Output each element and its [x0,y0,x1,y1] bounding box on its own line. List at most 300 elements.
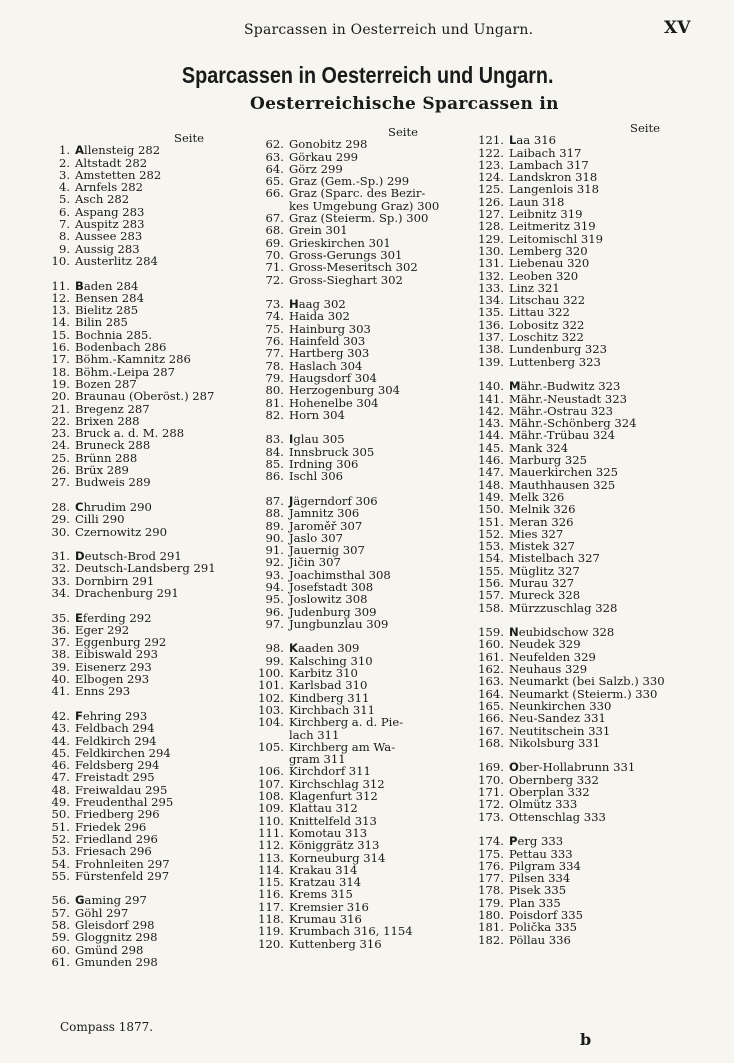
entry-text: Frohnleiten 297 [75,856,170,871]
entry-text: Freudenthal 295 [75,795,174,810]
entry-number: 115. [258,875,284,890]
entry-number: 163. [478,674,504,689]
entry-text: Bruneck 288 [75,438,151,453]
main-title: Sparcassen in Oesterreich und Ungarn. [181,62,554,88]
index-entry [478,921,706,933]
entry-number: 100. [258,666,284,681]
entry-text: Littau 322 [509,305,570,320]
entry-number: 17. [51,352,70,367]
sub-title: Oesterreichische Sparcassen in [250,94,559,114]
index-entry [258,138,476,150]
entry-text: Langenlois 318 [509,182,599,197]
index-entry [44,193,254,205]
entry-text: Eferding 292 [75,610,152,625]
entry-text: Feldkirchen 294 [75,745,171,760]
entry-number: 76. [265,334,284,349]
entry-number: 176. [478,858,504,873]
entry-text: Friedland 296 [75,831,158,846]
entry-number: 64. [265,161,284,176]
entry-text: Krems 315 [289,887,353,902]
entry-text: Asch 282 [75,192,130,207]
index-entry [258,888,476,900]
entry-text: Grieskirchen 301 [289,235,391,250]
entry-number: 42. [51,708,70,723]
entry-text: Mauthhausen 325 [509,477,616,492]
entry-number: 45. [51,745,70,760]
entry-text: Perg 333 [509,834,564,849]
entry-number: 150. [478,502,504,517]
entry-number: 151. [478,514,504,529]
entry-number: 95. [265,592,284,607]
index-entry [478,306,706,318]
entry-number: 59. [51,930,70,945]
index-entry [258,729,476,741]
index-entry [258,839,476,851]
entry-text: Hainfeld 303 [289,334,366,349]
entry-number: 117. [258,899,284,914]
entry-text: Deutsch-Brod 291 [75,549,182,564]
entry-text: Feldkirch 294 [75,733,157,748]
entry-text: Böhm.-Leipa 287 [75,364,175,379]
index-entry [478,811,706,823]
entry-number: 119. [258,924,284,939]
entry-text: Neu-Sandez 331 [509,711,606,726]
entry-text: Friedek 296 [75,819,147,834]
entry-number: 62. [265,137,284,152]
index-entry [258,593,476,605]
entry-text: Gross-Meseritsch 302 [289,260,418,275]
signature-mark: b [580,1030,592,1049]
entry-text: Mistelbach 327 [509,551,600,566]
entry-number: 105. [258,739,284,754]
entry-number: 120. [258,936,284,951]
index-entry [478,848,706,860]
index-entry [44,403,254,415]
entry-text: Eibiswald 293 [75,647,159,662]
index-entry [258,274,476,286]
entry-number: 14. [51,315,70,330]
index-entry [44,845,254,857]
entry-number: 5. [58,192,70,207]
entry-number: 112. [258,838,284,853]
index-entry [44,390,254,402]
entry-text: Lobositz 322 [509,317,585,332]
index-entry [478,602,706,614]
entry-number: 147. [478,465,504,480]
entry-number: 16. [51,340,70,355]
entry-number: 135. [478,305,504,320]
entry-text: lach 311 [289,727,340,742]
index-entry [258,397,476,409]
entry-text: Jägerndorf 306 [289,493,378,508]
index-entry [478,589,706,601]
entry-number: 67. [265,211,284,226]
entry-number: 165. [478,698,504,713]
entry-number: 65. [265,174,284,189]
entry-text: Liebenau 320 [509,256,590,271]
index-entry [44,513,254,525]
entry-number: 124. [478,170,504,185]
entry-number: 94. [265,579,284,594]
entry-number: 1. [58,143,70,158]
entry-number: 131. [478,256,504,271]
index-entry [258,347,476,359]
entry-text: Kuttenberg 316 [289,936,382,951]
entry-text: Bregenz 287 [75,401,150,416]
entry-text: Pöllau 336 [509,932,571,947]
entry-number: 52. [51,831,70,846]
entry-text: Mähr.-Ostrau 323 [509,403,613,418]
entry-number: 81. [265,395,284,410]
index-entry [478,798,706,810]
index-entry [258,925,476,937]
entry-number: 101. [258,678,284,693]
entry-text: Auspitz 283 [75,217,145,232]
index-entry [258,802,476,814]
index-entry [44,735,254,747]
entry-number: 4. [58,180,70,195]
entry-text: Arnfels 282 [75,180,144,195]
entry-number: 127. [478,207,504,222]
entry-text: Mähr.-Schönberg 324 [509,416,637,431]
entry-number: 36. [51,622,70,637]
entry-number: 170. [478,772,504,787]
entry-number: 11. [51,278,70,293]
entry-number: 86. [265,469,284,484]
entry-text: Königgrätz 313 [289,838,380,853]
entry-number: 122. [478,145,504,160]
entry-number: 82. [265,407,284,422]
entry-text: Kindberg 311 [289,690,370,705]
entry-number: 32. [51,561,70,576]
index-entry [258,409,476,421]
entry-number: 20. [51,389,70,404]
entry-text: Görkau 299 [289,149,359,164]
entry-text: Laibach 317 [509,145,582,160]
entry-text: Pettau 333 [509,846,573,861]
entry-text: Kirchdorf 311 [289,764,371,779]
entry-text: Brüx 289 [75,463,129,478]
entry-number: 22. [51,413,70,428]
entry-text: Linz 321 [509,280,560,295]
entry-number: 90. [265,530,284,545]
index-entry [478,737,706,749]
entry-text: Krakau 314 [289,862,358,877]
entry-text: Aspang 283 [75,204,145,219]
index-column-2 [258,126,476,950]
entry-number: 56. [51,893,70,908]
index-entry [44,858,254,870]
entry-text: Hainburg 303 [289,321,371,336]
entry-text: Haida 302 [289,309,350,324]
entry-text: Jaslo 307 [289,530,344,545]
entry-number: 89. [265,518,284,533]
entry-text: Laun 318 [509,194,565,209]
entry-number: 113. [258,850,284,865]
entry-number: 160. [478,637,504,652]
entry-number: 12. [51,290,70,305]
entry-number: 98. [265,641,284,656]
entry-number: 24. [51,438,70,453]
entry-number: 31. [51,549,70,564]
entry-text: Joachimsthal 308 [289,567,391,582]
index-entry [44,685,254,697]
entry-number: 106. [258,764,284,779]
entry-text: Pisek 335 [509,883,567,898]
index-entry [258,520,476,532]
entry-number: 25. [51,450,70,465]
entry-text: Oberplan 332 [509,785,590,800]
entry-number: 116. [258,887,284,902]
entry-text: Mähr.-Trübau 324 [509,428,616,443]
entry-text: Neuhaus 329 [509,662,588,677]
column-header: Seite [174,131,205,145]
index-entry [44,931,254,943]
entry-text: Cilli 290 [75,512,125,527]
entry-text: Kirchschlag 312 [289,776,385,791]
entry-text: Gmunden 298 [75,954,158,969]
index-entry [258,261,476,273]
entry-number: 50. [51,807,70,822]
entry-number: 172. [478,797,504,812]
entry-text: Brixen 288 [75,413,140,428]
entry-text: Austerlitz 284 [75,253,158,268]
entry-number: 141. [478,391,504,406]
index-entry [478,934,706,946]
entry-text: Hartberg 303 [289,346,370,361]
entry-text: Ottenschlag 333 [509,809,606,824]
entry-number: 162. [478,662,504,677]
index-entry [478,638,706,650]
page-number: XV [664,18,691,38]
entry-text: Kremsier 316 [289,899,369,914]
entry-text: Klagenfurt 312 [289,789,378,804]
index-entry [258,765,476,777]
entry-number: 161. [478,649,504,664]
entry-text: Gross-Gerungs 301 [289,247,403,262]
index-entry [44,894,254,906]
index-entry [258,556,476,568]
entry-number: 34. [51,585,70,600]
index-entry [258,618,476,630]
entry-number: 68. [265,223,284,238]
index-entry [478,761,706,773]
entry-number: 107. [258,776,284,791]
entry-text: Gross-Sieghart 302 [289,272,403,287]
entry-text: Friedberg 296 [75,807,160,822]
entry-number: 166. [478,711,504,726]
index-entry [44,648,254,660]
index-entry [44,316,254,328]
index-entry [44,476,254,488]
entry-text: Allensteig 282 [75,143,161,158]
entry-number: 40. [51,672,70,687]
entry-text: Luttenberg 323 [509,354,601,369]
entry-number: 173. [478,809,504,824]
entry-text: Landskron 318 [509,170,598,185]
entry-text: Jauernig 307 [289,543,365,558]
index-entry [44,587,254,599]
entry-text: Neufelden 329 [509,649,596,664]
entry-number: 88. [265,506,284,521]
entry-number: 69. [265,235,284,250]
entry-number: 114. [258,862,284,877]
entry-text: Melk 326 [509,489,565,504]
entry-number: 87. [265,493,284,508]
entry-number: 51. [51,819,70,834]
entry-number: 99. [265,653,284,668]
entry-number: 156. [478,575,504,590]
entry-number: 121. [478,133,504,148]
index-entry [44,526,254,538]
index-entry [478,356,706,368]
entry-text: Deutsch-Landsberg 291 [75,561,216,576]
entry-text: Lundenburg 323 [509,342,608,357]
index-entry [44,562,254,574]
entry-text: Müglitz 327 [509,563,580,578]
entry-number: 140. [478,379,504,394]
entry-text: Leitomischl 319 [509,231,604,246]
entry-text: Neumarkt (Steierm.) 330 [509,686,658,701]
entry-number: 145. [478,440,504,455]
entry-text: Braunau (Oberöst.) 287 [75,389,215,404]
entry-number: 2. [58,155,70,170]
entry-number: 179. [478,895,504,910]
entry-text: Haslach 304 [289,358,363,373]
entry-number: 177. [478,871,504,886]
index-entry [258,433,476,445]
entry-text: Bielitz 285 [75,303,139,318]
entry-number: 37. [51,635,70,650]
entry-number: 35. [51,610,70,625]
index-entry [258,852,476,864]
index-entry [478,725,706,737]
entry-number: 153. [478,539,504,554]
entry-text: Baden 284 [75,278,139,293]
entry-number: 79. [265,370,284,385]
entry-text: Mank 324 [509,440,569,455]
index-column-3 [478,122,706,946]
index-entry [478,270,706,282]
entry-number: 139. [478,354,504,369]
entry-text: Gonobitz 298 [289,137,368,152]
entry-text: Eisenerz 293 [75,659,152,674]
entry-number: 66. [265,186,284,201]
entry-number: 130. [478,243,504,258]
entry-number: 49. [51,795,70,810]
entry-text: Böhm.-Kamnitz 286 [75,352,191,367]
entry-text: Leibnitz 319 [509,207,583,222]
entry-number: 91. [265,543,284,558]
entry-text: Pilsen 334 [509,871,571,886]
index-entry [44,353,254,365]
entry-number: 182. [478,932,504,947]
entry-number: 97. [265,616,284,631]
entry-text: Karbitz 310 [289,666,358,681]
entry-text: Mähr.-Neustadt 323 [509,391,628,406]
footer-imprint: Compass 1877. [60,1020,154,1034]
entry-number: 102. [258,690,284,705]
entry-number: 180. [478,908,504,922]
entry-text: Eggenburg 292 [75,635,167,650]
entry-text: Altstadt 282 [75,155,148,170]
index-entry [44,722,254,734]
entry-text: Judenburg 309 [289,604,377,619]
entry-text: Jungbunzlau 309 [289,616,389,631]
entry-text: Mähr.-Budwitz 323 [509,379,621,394]
entry-number: 8. [58,229,70,244]
entry-number: 80. [265,383,284,398]
index-entry [44,956,254,968]
index-entry [478,220,706,232]
entry-text: Mauerkirchen 325 [509,465,619,480]
entry-number: 60. [51,942,70,957]
index-entry [478,343,706,355]
entry-text: Fürstenfeld 297 [75,868,170,883]
entry-number: 73. [265,297,284,312]
entry-number: 30. [51,524,70,539]
entry-number: 33. [51,573,70,588]
index-entry [44,280,254,292]
entry-number: 181. [478,920,504,935]
entry-text: Kalsching 310 [289,653,373,668]
entry-number: 133. [478,280,504,295]
entry-text: Kratzau 314 [289,875,362,890]
entry-text: Göhl 297 [75,905,129,920]
entry-text: Kirchberg am Wa- [289,739,396,754]
entry-text: Kirchberg a. d. Pie- [289,715,404,730]
entry-number: 7. [58,217,70,232]
entry-number: 6. [58,204,70,219]
entry-text: Laa 316 [509,133,557,148]
entry-number: 146. [478,453,504,468]
index-entry [258,470,476,482]
entry-text: Aussig 283 [75,241,140,256]
entry-number: 74. [265,309,284,324]
entry-text: Komotau 313 [289,825,368,840]
entry-number: 164. [478,686,504,701]
entry-number: 111. [258,825,284,840]
entry-text: Polička 335 [509,920,577,935]
entry-text: Bozen 287 [75,376,137,391]
entry-text: Neudek 329 [509,637,581,652]
entry-number: 123. [478,157,504,172]
entry-text: Fehring 293 [75,708,148,723]
entry-number: 53. [51,844,70,859]
entry-text: Eger 292 [75,622,130,637]
entry-number: 104. [258,715,284,730]
entry-number: 78. [265,358,284,373]
entry-text: kes Umgebung Graz) 300 [289,198,440,213]
index-entry [478,552,706,564]
entry-text: Neubidschow 328 [509,625,615,640]
index-entry [44,144,254,156]
entry-text: Neunkirchen 330 [509,698,612,713]
entry-text: Marburg 325 [509,453,587,468]
index-entry [478,675,706,687]
index-entry [478,503,706,515]
entry-number: 103. [258,702,284,717]
entry-text: Jaroměř 307 [289,518,363,533]
entry-number: 178. [478,883,504,898]
entry-text: Kaaden 309 [289,641,360,656]
entry-text: Bilin 285 [75,315,128,330]
entry-text: Freiwaldau 295 [75,782,168,797]
entry-text: Elbogen 293 [75,672,150,687]
entry-text: Gleisdorf 298 [75,918,155,932]
entry-text: Neumarkt (bei Salzb.) 330 [509,674,665,689]
entry-text: Gloggnitz 298 [75,930,158,945]
